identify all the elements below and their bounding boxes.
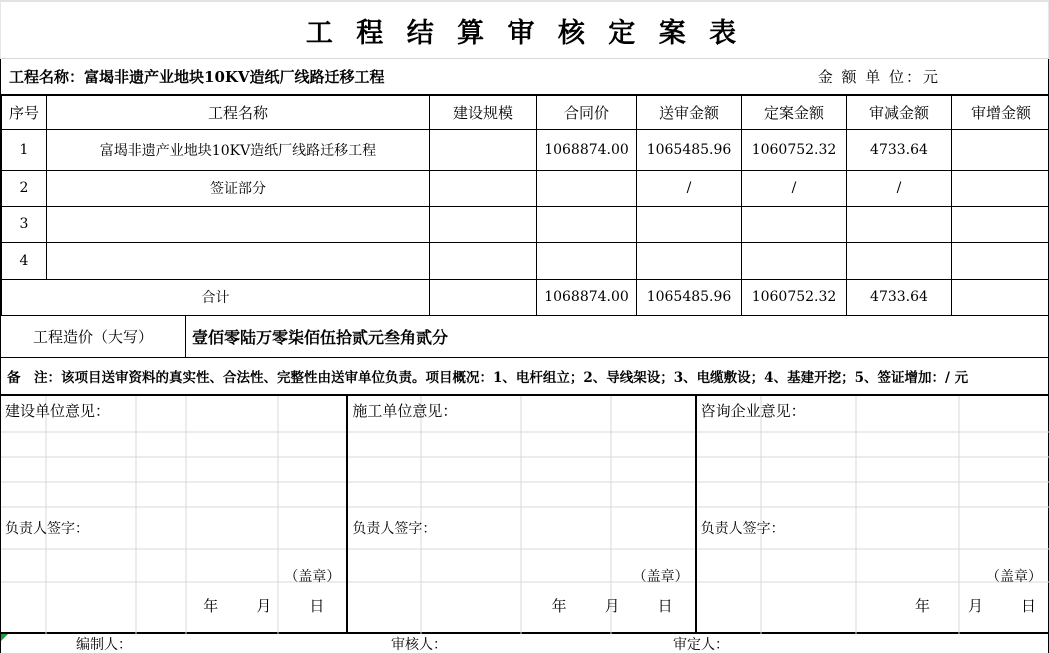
section-title: 施工单位意见： [352, 401, 458, 420]
form-sheet [0, 59, 1049, 653]
section-construction-unit[interactable] [1, 396, 348, 632]
cell-submitted-amount[interactable]: / [637, 170, 742, 206]
total-label[interactable]: 合计 [2, 279, 430, 315]
cell-project-name[interactable]: 签证部分 [47, 170, 430, 206]
cell-project-name[interactable] [47, 206, 430, 242]
date-row [915, 595, 1036, 616]
table-row [2, 206, 1049, 242]
year-label: 年 [551, 596, 567, 615]
cell-contract-price[interactable] [537, 242, 637, 279]
month-label: 月 [256, 596, 272, 615]
cell-reduced-amount[interactable]: 4733.64 [847, 129, 952, 170]
cell-seq[interactable]: 3 [2, 206, 47, 242]
col-header-contract-price: 合同价 [537, 95, 637, 129]
responsible-signature-label: 负责人签字： [352, 520, 437, 537]
cell-contract-price[interactable]: 1068874.00 [537, 129, 637, 170]
total-submitted-amount[interactable]: 1065485.96 [637, 279, 742, 315]
seal-label: （盖章） [284, 568, 341, 585]
amount-in-words-row [1, 316, 1048, 358]
total-scale[interactable] [430, 279, 537, 315]
total-finalized-amount[interactable]: 1060752.32 [742, 279, 847, 315]
month-label: 月 [967, 596, 983, 615]
reviewer-label: 审核人： [391, 636, 447, 653]
cell-contract-price[interactable] [537, 206, 637, 242]
table-header-row [2, 95, 1049, 129]
date-row [203, 595, 324, 616]
cell-finalized-amount[interactable] [742, 242, 847, 279]
total-reduced-amount[interactable]: 4733.64 [847, 279, 952, 315]
amount-in-words-value: 壹佰零陆万零柒佰伍拾贰元叁角贰分 [192, 327, 449, 347]
cell-finalized-amount[interactable]: 1060752.32 [742, 129, 847, 170]
col-header-reduced-amount: 审减金额 [847, 95, 952, 129]
col-header-scale: 建设规模 [430, 95, 537, 129]
form-title-row [0, 2, 1049, 59]
cell-submitted-amount[interactable]: 1065485.96 [637, 129, 742, 170]
section-contractor-unit[interactable] [348, 396, 696, 632]
cell-project-name[interactable]: 富堨非遗产业地块10KV造纸厂线路迁移工程 [47, 129, 430, 170]
responsible-signature-label: 负责人签字： [700, 520, 785, 537]
cell-increased-amount[interactable] [952, 206, 1049, 242]
responsible-signature-label: 负责人签字： [5, 520, 89, 537]
seal-label: （盖章） [986, 568, 1042, 585]
date-row [552, 595, 673, 616]
remark-row: 备 注：该项目送审资料的真实性、合法性、完整性由送审单位负责。项目概况：1、电杆组立；2、导线架设；3、电缆敷设；4、基建开挖；5、签证增加：/ 元 [1, 358, 1048, 396]
section-title: 咨询企业意见： [700, 401, 806, 420]
cell-seq[interactable]: 4 [2, 242, 47, 279]
approver-label: 审定人： [673, 636, 729, 653]
col-header-increased-amount: 审增金额 [952, 95, 1049, 129]
section-consulting-firm[interactable] [697, 396, 1048, 632]
info-row [1, 59, 1048, 94]
day-label: 日 [657, 596, 673, 615]
year-label: 年 [203, 596, 219, 615]
cell-project-name[interactable] [47, 242, 430, 279]
cell-scale[interactable] [430, 170, 537, 206]
col-header-finalized-amount: 定案金额 [742, 95, 847, 129]
cell-increased-amount[interactable] [952, 242, 1049, 279]
table-row [2, 129, 1049, 170]
cell-increased-amount[interactable] [952, 129, 1049, 170]
day-label: 日 [1020, 596, 1036, 615]
settlement-table [1, 94, 1049, 316]
cell-scale[interactable] [430, 206, 537, 242]
cell-increased-amount[interactable] [952, 170, 1049, 206]
total-contract-price[interactable]: 1068874.00 [537, 279, 637, 315]
year-label: 年 [914, 596, 930, 615]
cell-finalized-amount[interactable] [742, 206, 847, 242]
col-header-seq: 序号 [2, 95, 47, 129]
total-row [2, 279, 1049, 315]
cell-scale[interactable] [430, 242, 537, 279]
cell-reduced-amount[interactable] [847, 242, 952, 279]
cell-reduced-amount[interactable] [847, 206, 952, 242]
cell-contract-price[interactable] [537, 170, 637, 206]
excel-corner-marker-icon [1, 634, 8, 641]
cell-scale[interactable] [430, 129, 537, 170]
amount-unit-label: 金 额 单 位：元 [817, 68, 940, 86]
cell-reduced-amount[interactable]: / [847, 170, 952, 206]
footer-row [1, 634, 1048, 653]
section-title: 建设单位意见： [5, 401, 111, 420]
day-label: 日 [309, 596, 325, 615]
cell-seq[interactable]: 1 [2, 129, 47, 170]
amount-in-words-label: 工程造价（大写） [1, 316, 186, 357]
preparer-label: 编制人： [76, 636, 132, 653]
table-row [2, 170, 1049, 206]
col-header-submitted-amount: 送审金额 [637, 95, 742, 129]
table-row [2, 242, 1049, 279]
page-title: 工 程 结 算 审 核 定 案 表 [305, 17, 744, 49]
total-increased-amount[interactable] [952, 279, 1049, 315]
opinion-sections [1, 396, 1048, 634]
cell-finalized-amount[interactable]: / [742, 170, 847, 206]
col-header-project: 工程名称 [47, 95, 430, 129]
project-name-label: 工程名称：富堨非遗产业地块10KV造纸厂线路迁移工程 [9, 68, 385, 86]
cell-submitted-amount[interactable] [637, 206, 742, 242]
cell-submitted-amount[interactable] [637, 242, 742, 279]
cell-seq[interactable]: 2 [2, 170, 47, 206]
month-label: 月 [604, 596, 620, 615]
seal-label: （盖章） [632, 568, 689, 585]
